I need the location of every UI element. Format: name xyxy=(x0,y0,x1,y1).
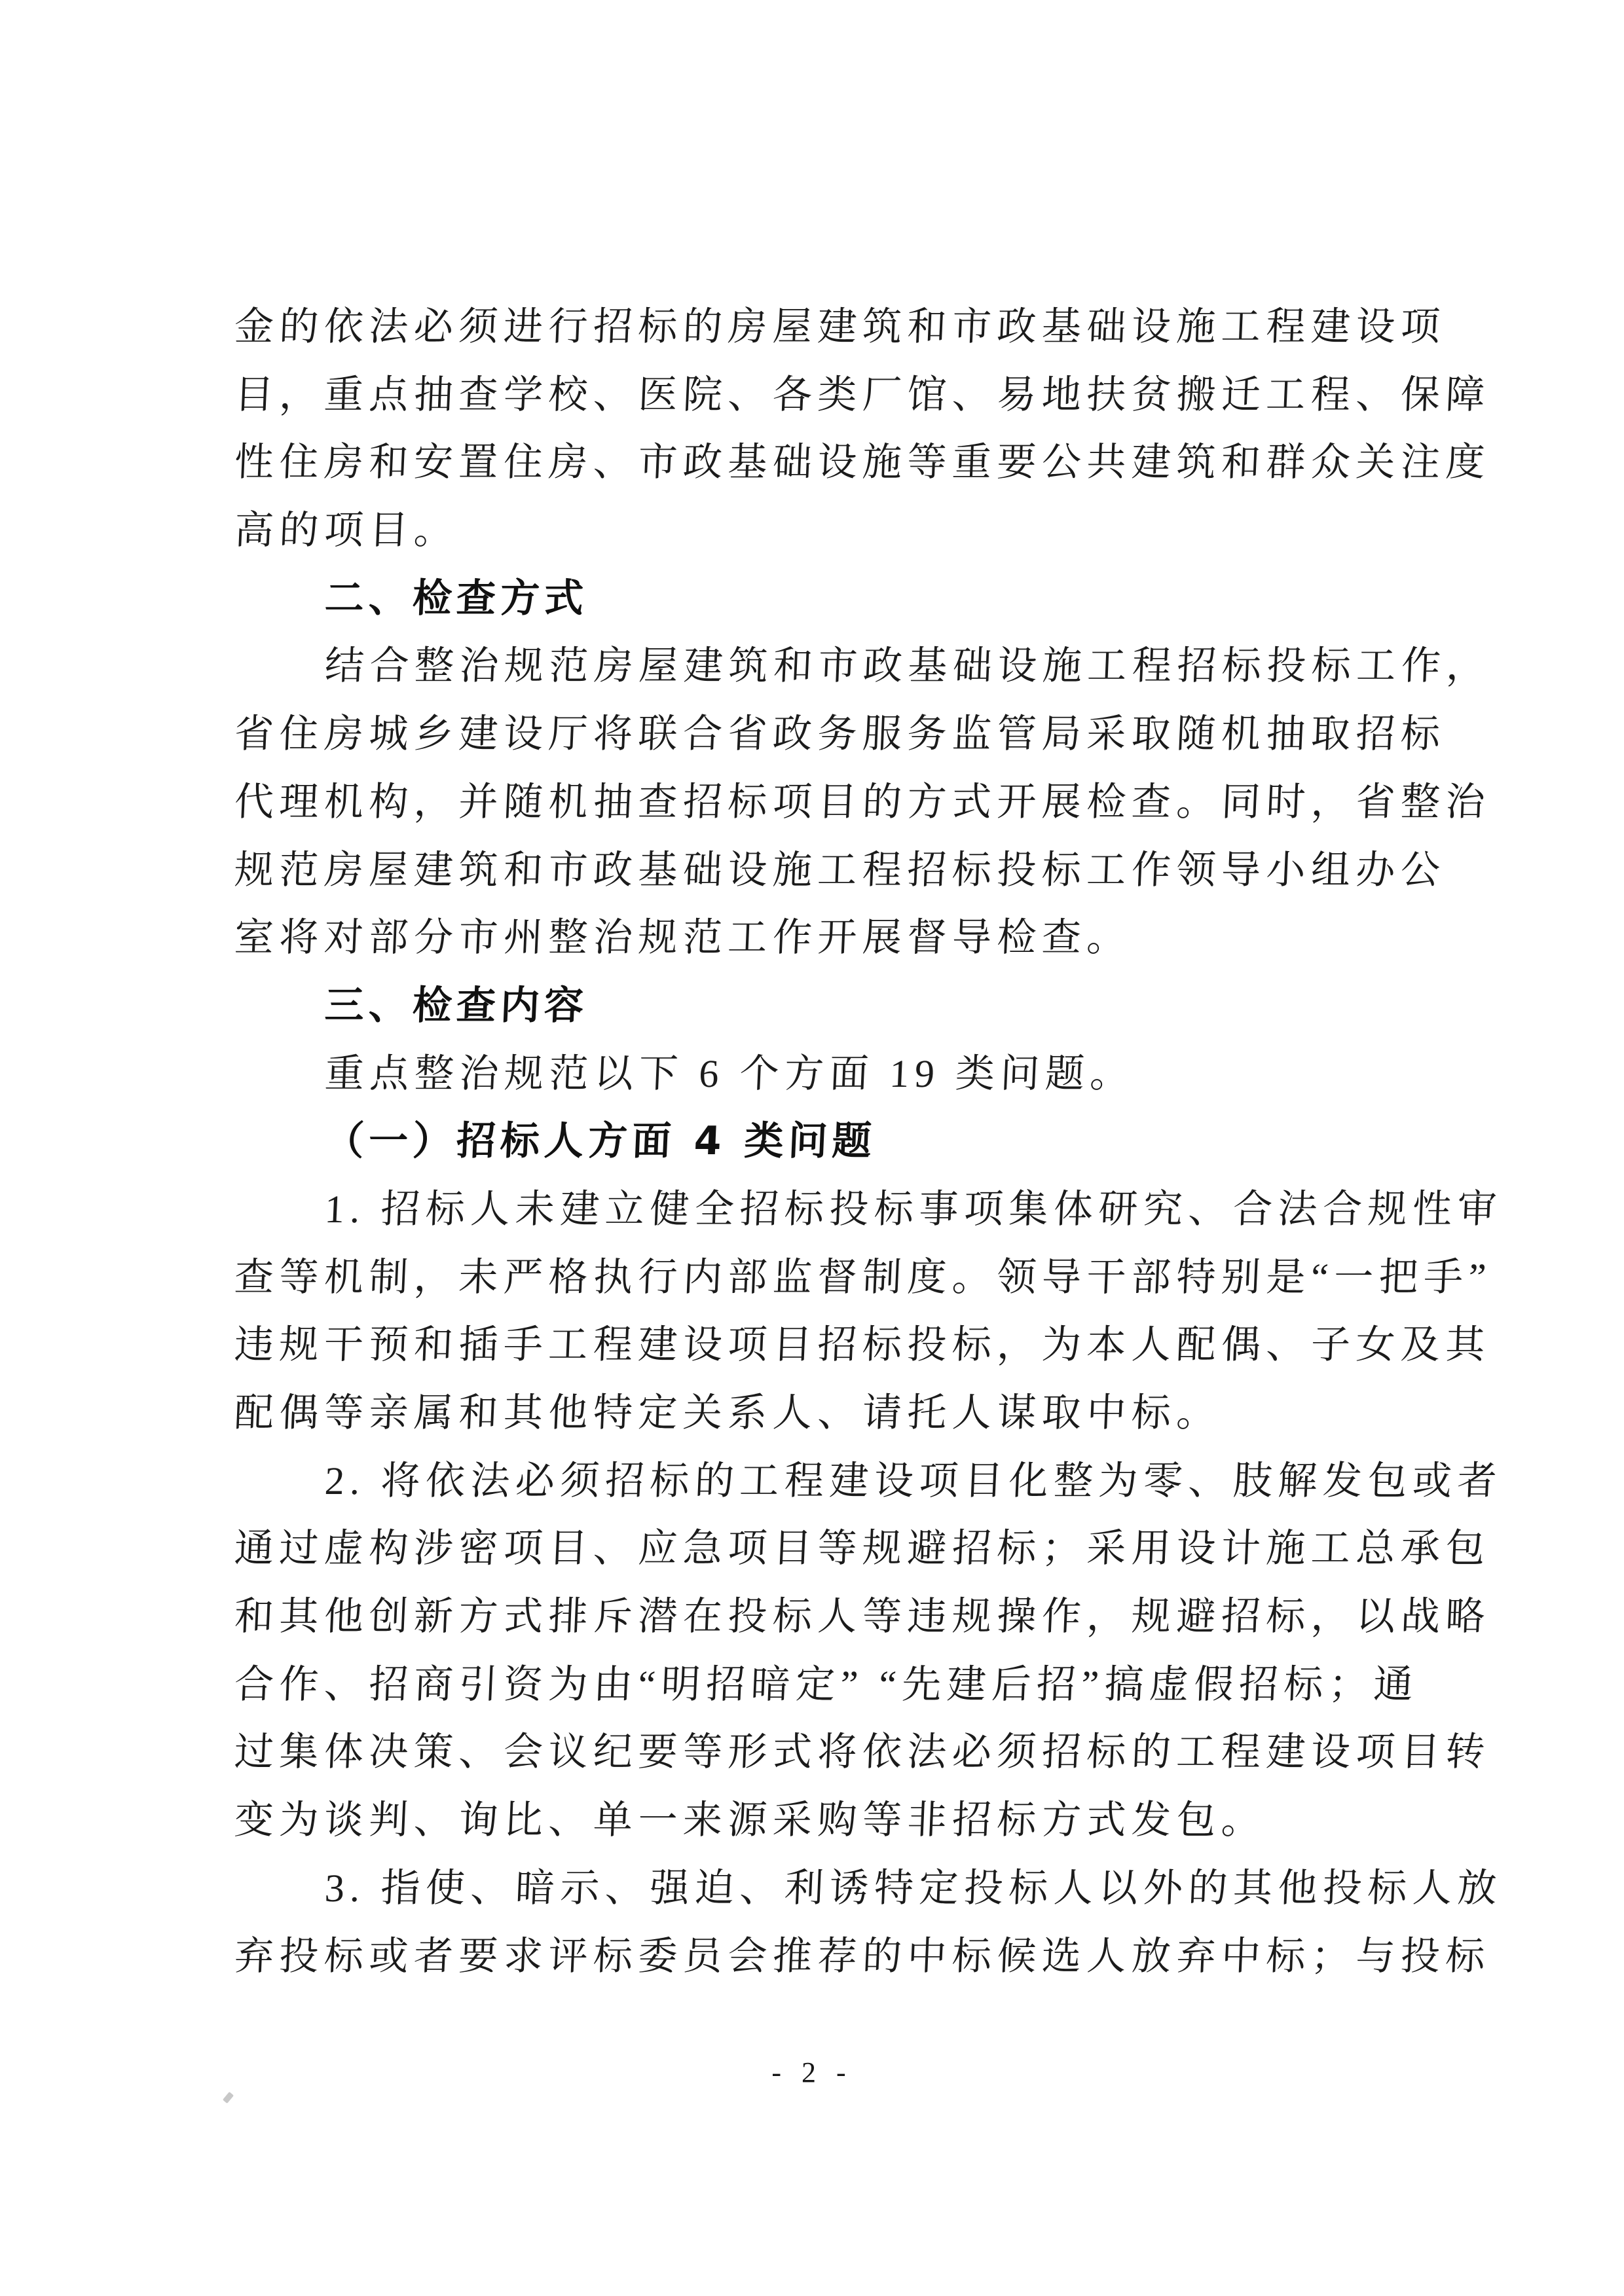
text-line: 室将对部分市州整治规范工作开展督导检查。 xyxy=(233,916,1133,960)
document-body xyxy=(233,293,1504,1990)
text-line: 金的依法必须进行招标的房屋建筑和市政基础设施工程建设项 xyxy=(233,305,1447,348)
text-line: 合作、招商引资为由“明招暗定” “先建后招”搞虚假招标；通 xyxy=(233,1662,1420,1706)
text-line: 变为谈判、询比、单一来源采购等非招标方式发包。 xyxy=(233,1798,1267,1842)
text-line: 和其他创新方式排斥潜在投标人等违规操作，规避招标，以战略 xyxy=(233,1595,1492,1639)
text-line: 性住房和安置住房、市政基础设施等重要公共建筑和群众关注度 xyxy=(233,441,1492,484)
text-line: 1. 招标人未建立健全招标投标事项集体研究、合法合规性审 xyxy=(323,1187,1504,1231)
text-line: 结合整治规范房屋建筑和市政基础设施工程招标投标工作， xyxy=(323,644,1492,688)
text-line: 2. 将依法必须招标的工程建设项目化整为零、肢解发包或者 xyxy=(323,1459,1504,1503)
text-line: 弃投标或者要求评标委员会推荐的中标候选人放弃中标；与投标 xyxy=(233,1934,1492,1978)
section-heading: 三、检查内容 xyxy=(323,982,589,1029)
text-line: 配偶等亲属和其他特定关系人、请托人谋取中标。 xyxy=(233,1391,1223,1434)
text-line: 高的项目。 xyxy=(233,509,460,553)
text-line: 省住房城乡建设厅将联合省政务服务监管局采取随机抽取招标 xyxy=(233,712,1447,756)
text-line: 代理机构，并随机抽查招标项目的方式开展检查。同时，省整治 xyxy=(233,780,1492,824)
text-line: 通过虚构涉密项目、应急项目等规避招标；采用设计施工总承包 xyxy=(233,1527,1492,1571)
text-line: 重点整治规范以下 6 个方面 19 类问题。 xyxy=(323,1051,1136,1095)
page-number: - 2 - xyxy=(771,2056,853,2088)
scan-artifact xyxy=(223,2092,234,2104)
text-line: 目，重点抽查学校、医院、各类厂馆、易地扶贫搬迁工程、保障 xyxy=(233,373,1492,416)
text-line: 规范房屋建筑和市政基础设施工程招标投标工作领导小组办公 xyxy=(233,848,1447,892)
section-heading: 二、检查方式 xyxy=(323,575,589,621)
subsection-heading: （一）招标人方面 4 类问题 xyxy=(323,1118,877,1165)
text-line: 过集体决策、会议纪要等形式将依法必须招标的工程建设项目转 xyxy=(233,1730,1492,1774)
text-line: 查等机制，未严格执行内部监督制度。领导干部特别是“一把手” xyxy=(233,1255,1493,1299)
text-line: 3. 指使、暗示、强迫、利诱特定投标人以外的其他投标人放 xyxy=(323,1866,1504,1910)
text-line: 违规干预和插手工程建设项目招标投标，为本人配偶、子女及其 xyxy=(233,1323,1492,1367)
